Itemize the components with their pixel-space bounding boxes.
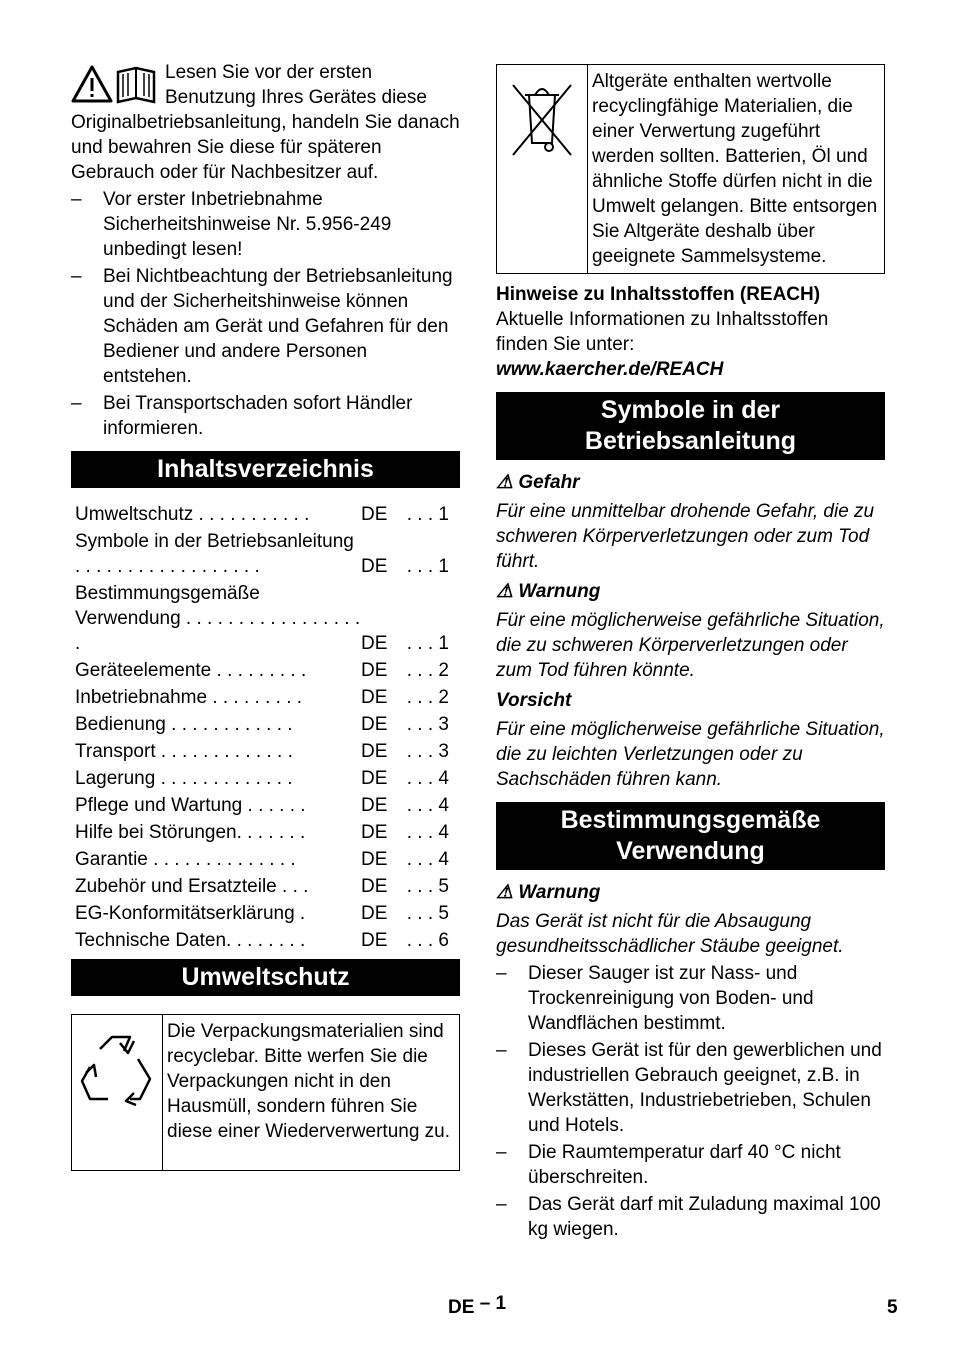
recycling-icon [72,1015,162,1165]
vorsicht-text: Für eine möglicherweise gefährliche Situation, die zu leichten Verletzungen oder zu Sachschäden führen kann. [496,719,885,790]
warnung-text: Für eine möglicherweise gefährliche Situation, die zu schweren Körperverletzungen oder zum Tod führen könnte. [496,610,885,681]
toc-entry: Transport . . . . . . . . . . . . . DE . . . 3 [75,741,449,762]
left-column [71,60,460,1171]
toc-entry: Zubehör und Ersatzteile . . . DE . . . 5 [75,876,449,897]
weee-icon-cell [497,65,588,273]
crossed-bin-icon [497,65,587,175]
warning-triangle-icon: ⚠ [496,581,514,602]
symbole-heading: Symbole in der Betriebsanleitung [496,392,885,460]
warnung-label-row: ⚠ Warnung [496,581,601,602]
bestimmung-bullet: – Die Raumtemperatur darf 40 °C nicht überschreiten. [496,1142,841,1188]
toc-heading: Inhaltsverzeichnis [71,451,460,488]
toc-entry: Hilfe bei Störungen. . . . . . . DE . . . 4 [75,822,449,843]
toc-entry: EG-Konformitätserklärung . DE . . . 5 [75,903,449,924]
reach-heading: Hinweise zu Inhaltsstoffen (REACH) [496,284,821,305]
weee-text: Altgeräte enthalten wertvolle recyclingfähige Materialien, die einer Verwertung zugeführt werden sollten. Batterien, Öl und ähnliche Stoffe dürfen nicht in die Umwelt gelangen. Bitte entsorgen Sie Altgeräte deshalb über geeignete Sammelsysteme. [592,71,878,267]
gefahr-text: Für eine unmittelbar drohende Gefahr, die zu schweren Körperverletzungen oder zum Tod führt. [496,501,875,572]
intro-bullet: – Vor erster Inbetriebnahme Sicherheitshinweise Nr. 5.956-249 unbedingt lesen! [71,189,392,260]
toc-entry: Lagerung . . . . . . . . . . . . . DE . . . 4 [75,768,449,789]
toc-entry: Geräteelemente . . . . . . . . . DE . . . 2 [75,660,449,681]
symbole-section [496,470,885,792]
toc-entry: Garantie . . . . . . . . . . . . . . DE . . . 4 [75,849,449,870]
warning-triangle-icon: ⚠ [496,472,514,493]
intro-text: Lesen Sie vor der ersten Benutzung Ihres Gerätes diese Originalbetriebsanleitung, handeln Sie danach und bewahren Sie diese für späteren Gebrauch oder für Nachbesitzer auf. [71,62,460,183]
page-number: 5 [887,1297,898,1318]
reach-link[interactable]: www.kaercher.de/REACH [496,359,724,380]
intro-section [71,60,460,441]
toc-entry: Pflege und Wartung . . . . . . DE . . . 4 [75,795,449,816]
recycling-text: Die Verpackungsmaterialien sind recyclebar. Bitte werfen Sie die Verpackungen nicht in den Hausmüll, sondern führen Sie diese einer Wiederverwertung zu. [167,1021,451,1142]
bestimmung-bullet: – Das Gerät darf mit Zuladung maximal 100 kg wiegen. [496,1194,881,1240]
toc-entry: Inbetriebnahme . . . . . . . . . DE . . . 2 [75,687,449,708]
bestimmung-heading: Bestimmungsgemäße Verwendung [496,802,885,870]
umweltschutz-heading: Umweltschutz [71,959,460,996]
reach-section [496,282,885,382]
right-column [496,64,885,1242]
toc-entry: Umweltschutz . . . . . . . . . . . DE . . . 1 [75,504,449,525]
gefahr-label-row: ⚠ Gefahr [496,472,580,493]
bestimmung-section [496,880,885,1242]
recycling-box [71,1014,460,1171]
toc-entry: Bestimmungsgemäße Verwendung . . . . . . . . . . . . . . . . . . DE . . . 1 [75,583,449,654]
bestimmung-warnung-text: Das Gerät ist nicht für die Absaugung gesundheitsschädlicher Stäube geeignet. [496,911,844,957]
footer-section: DE – 1 [448,1293,507,1318]
intro-bullet: – Bei Nichtbeachtung der Betriebsanleitung und der Sicherheitshinweise können Schäden am Gerät und Gefahren für den Bediener und andere Personen entstehen. [71,266,453,387]
bestimmung-warnung-label-row: ⚠ Warnung [496,882,601,903]
recycling-icon-cell [72,1015,163,1170]
toc-list [71,502,460,953]
warning-triangle-icon: ⚠ [496,882,514,903]
warning-manual-icon [71,64,157,106]
toc-entry: Symbole in der Betriebsanleitung . . . . . . . . . . . . . . . . . . DE . . . 1 [75,531,449,577]
bestimmung-bullet: – Dieses Gerät ist für den gewerblichen und industriellen Gebrauch geeignet, z.B. in Werkstätten, Industriebetrieben, Schulen und Hotels. [496,1040,882,1136]
intro-bullet: – Bei Transportschaden sofort Händler informieren. [71,393,413,439]
toc-entry: Bedienung . . . . . . . . . . . . DE . . . 3 [75,714,449,735]
weee-box [496,64,885,274]
toc-entry: Technische Daten. . . . . . . . DE . . . 6 [75,930,449,951]
vorsicht-label: Vorsicht [496,690,572,711]
bestimmung-bullet: – Dieser Sauger ist zur Nass- und Trockenreinigung von Boden- und Wandflächen bestimmt. [496,963,814,1034]
reach-text: Aktuelle Informationen zu Inhaltsstoffen finden Sie unter: [496,309,829,355]
